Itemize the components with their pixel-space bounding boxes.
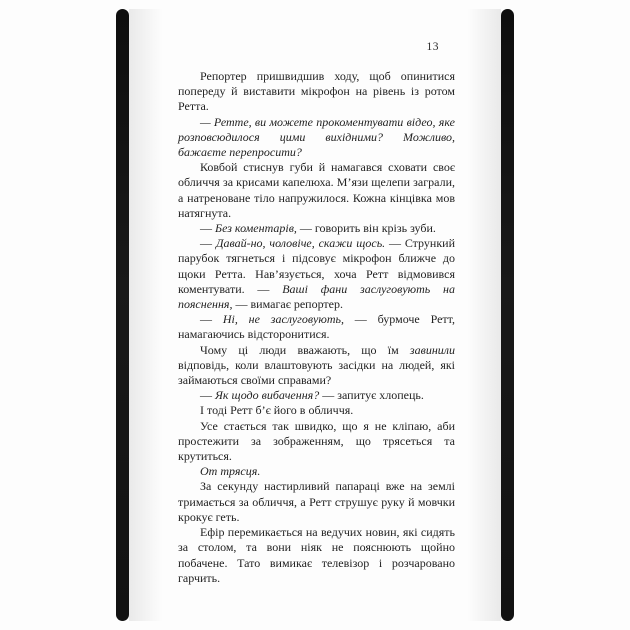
book-page bbox=[130, 9, 501, 621]
paragraph-segment: — bbox=[200, 388, 215, 403]
paragraph-segment-italic: Давай-но, чоловіче, скажи щось. bbox=[215, 236, 386, 251]
paragraph-segment: — bbox=[200, 221, 215, 236]
paragraph-segment-italic: завинили bbox=[409, 342, 455, 357]
paragraph-segment: — бурмоче Ретт, намагаючись відсторонитися. bbox=[178, 312, 456, 342]
paragraph bbox=[178, 69, 455, 115]
paragraph bbox=[178, 312, 455, 342]
paragraph-segment-italic: От трясця. bbox=[200, 464, 261, 479]
paragraph-segment-italic: Без коментарів, bbox=[215, 221, 297, 236]
paragraph-segment: За секунду настирливий папараці вже на землі тримається за обличчя, а Ретт струшує руку й мовчки крокує геть. bbox=[178, 479, 455, 524]
paragraph-segment: — вимагає репортер. bbox=[232, 297, 343, 312]
paragraph bbox=[178, 479, 455, 525]
paragraph-segment-italic: Ваші фани заслуговують на пояснення, bbox=[178, 281, 455, 312]
page-text bbox=[178, 69, 455, 586]
paragraph-segment: — bbox=[200, 236, 216, 251]
paragraph-segment: — говорить він крізь зуби. bbox=[296, 221, 436, 236]
paragraph bbox=[178, 221, 455, 236]
paragraph-segment-italic: — Ретте, ви можете прокоментувати відео, яке розповсюдилося цими вихідними? Можливо, бажаєте перепросити? bbox=[178, 114, 455, 160]
paragraph-segment: — запитує хлопець. bbox=[319, 388, 424, 403]
paragraph bbox=[178, 388, 455, 403]
paragraph-segment: — Стрункий парубок тягнеться і підсовує мікрофон ближче до щоки Ретта. Нав’язується, хоча Ретт відмовився коментувати. — bbox=[178, 236, 455, 296]
paragraph bbox=[178, 343, 455, 389]
paragraph bbox=[178, 160, 455, 221]
paragraph-segment: Чому ці люди вважають, що їм bbox=[200, 342, 410, 357]
paragraph bbox=[178, 115, 455, 161]
paragraph-segment: Ефір перемикається на ведучих новин, які сидять за столом, та вони ніяк не пояснюють щойно побачене. Тато вимикає телевізор і розчаровано гарчить. bbox=[178, 525, 455, 585]
paragraph-segment: Ковбой стиснув губи й намагався сховати своє обличчя за крисами капелюха. М’язи щелепи заграли, а натреноване тіло напружилося. Кожна кінцівка мов натягнута. bbox=[178, 160, 455, 220]
paragraph bbox=[178, 419, 455, 465]
paragraph-segment-italic: Ні, не заслуговують, bbox=[222, 312, 344, 327]
paragraph-segment-italic: Як щодо вибачення? bbox=[215, 388, 320, 403]
paragraph bbox=[178, 403, 455, 418]
book-cover-edge-right bbox=[501, 9, 514, 621]
paragraph-segment: відповідь, коли влаштовують засідки на людей, які займаються своїми справами? bbox=[178, 357, 455, 388]
paragraph bbox=[178, 464, 455, 479]
paragraph bbox=[178, 236, 455, 312]
paragraph-segment: Репортер пришвидшив ходу, щоб опинитися попереду й виставити мікрофон на рівень із ротом Ретта. bbox=[178, 69, 455, 114]
book-cover-edge-left bbox=[116, 9, 129, 621]
paragraph bbox=[178, 525, 455, 586]
page-number: 13 bbox=[426, 41, 439, 53]
paragraph-segment: — bbox=[200, 312, 223, 327]
paragraph-segment: Усе стається так швидко, що я не кліпаю, аби простежити за зображенням, що трясеться та крутиться. bbox=[178, 418, 455, 464]
paragraph-segment: І тоді Ретт б’є його в обличчя. bbox=[200, 403, 354, 418]
